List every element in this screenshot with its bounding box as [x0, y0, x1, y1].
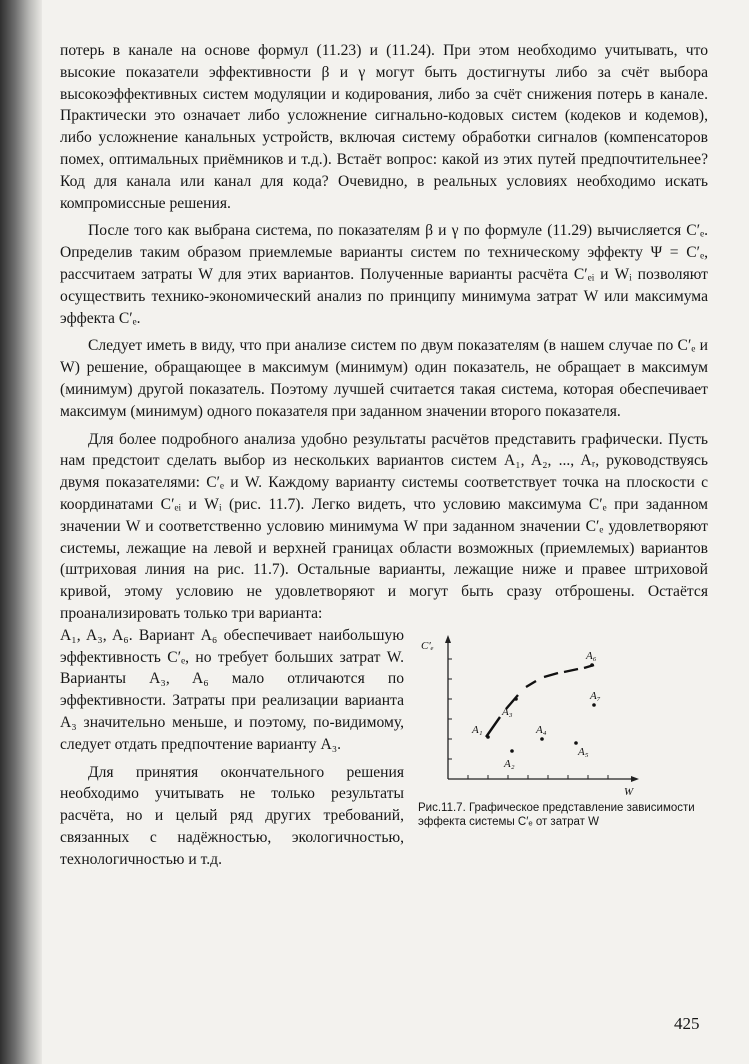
label-a7: A₇ [590, 689, 601, 702]
label-a2: A₂ [504, 757, 515, 770]
point-a4 [540, 737, 544, 741]
point-a3 [514, 697, 518, 701]
label-a5: A₅ [578, 745, 589, 758]
label-a4: A₄ [536, 723, 547, 736]
paragraph-6: Для принятия окончательного решения необходимо учитывать не только результаты расчёта, но и целый ряд других требований, связанных с надёжностью, экологичностью, технологичностью и т.д. [60, 763, 404, 868]
paragraph-5: A₁, A₃, A₆. Вариант A₆ обеспечивает наибольшую эффективность C′ₑ, но требует больших затрат W. Варианты A₃, A₆ мало отличаются по эффективности. Затраты при реализации варианта A₃ значительно меньше, и поэтому, по-видимому, следует отдать предпочтение варианту A₃. [60, 626, 404, 753]
paragraph-4: Для более подробного анализа удобно результаты расчётов представить графически. Пусть нам предстоит сделать выбор из нескольких вариантов систем A₁, A₂, ..., Aᵣ, руководствуясь двумя показателями: C′ₑ и W. Каждому варианту системы соответствует точка на плоскости с координатами C′ₑᵢ и Wᵢ (рис. 11.7). Легко видеть, что условию максимума C′ₑ при заданном значении W и соответственно условию минимума W при заданном значении C′ₑ удовлетворяют системы, лежащие на левой и верхней границах области возможных (приемлемых) вариантов (штриховая линия на рис. 11.7). Остальные варианты, лежащие ниже и правее штриховой кривой, этому условию не удовлетворяют и могут быть сразу отброшены. Остаётся проанализировать только три варианта: [60, 430, 708, 622]
point-a2 [510, 749, 514, 753]
x-axis-arrow [631, 776, 639, 782]
book-spine-shadow [0, 0, 42, 1064]
y-axis-arrow [445, 635, 451, 643]
point-a7 [592, 703, 596, 707]
paragraph-3: Следует иметь в виду, что при анализе систем по двум показателям (в нашем случае по C′ₑ и W) решение, обращающее в максимум (минимум) один показатель, не обращает в максимум (минимум) другой показатель. Поэтому лучшей считается такая система, которая обеспечивает максимум (минимум) одного показателя при заданном значении второго показателя. [60, 337, 708, 420]
page-number: 425 [674, 1014, 700, 1033]
point-a6 [590, 663, 594, 667]
label-a1: A₁ [472, 723, 483, 736]
figure-plot [418, 629, 708, 799]
x-axis-label: W [624, 785, 634, 798]
label-a6: A₆ [586, 649, 597, 662]
y-axis-label: C′ₑ [421, 639, 434, 652]
figure-wrap-block [60, 625, 708, 871]
figure-caption: Рис.11.7. Графическое представление зависимости эффекта системы C′ₑ от затрат W [418, 801, 695, 828]
point-a1 [486, 735, 490, 739]
label-a3: A₃ [502, 705, 513, 718]
paragraph-2: После того как выбрана система, по показателям β и γ по формуле (11.29) вычисляется C′ₑ. Определив таким образом приемлемые варианты систем по техническому эффекту Ψ = C′ₑ, рассчитаем затраты W для этих вариантов. Полученные варианты расчёта C′ₑᵢ и Wᵢ позволяют осуществить технико-экономический анализ по принципу минимума затрат W или максимума эффекта C′ₑ. [60, 222, 708, 327]
point-a5 [574, 741, 578, 745]
paragraph-1: потерь в канале на основе формул (11.23) и (11.24). При этом необходимо учитывать, что высокие показатели эффективности β и γ могут быть достигнуты либо за счёт выбора высокоэффективных систем модуляции и кодирования, либо за счёт снижения потерь в канале. Практически это означает либо усложнение сигнально-кодовых систем (кодеков и кодемов), либо усложнение канальных устройств, включая систему обработки сигналов (компенсаторов помех, оптимальных приёмников и т.д.). Встаёт вопрос: какой из этих путей предпочтительнее? Код для канала или канал для кода? Очевидно, в реальных условиях необходимо искать компромиссные решения. [60, 42, 708, 212]
figure-11-7 [418, 629, 708, 829]
page-body [60, 40, 708, 870]
